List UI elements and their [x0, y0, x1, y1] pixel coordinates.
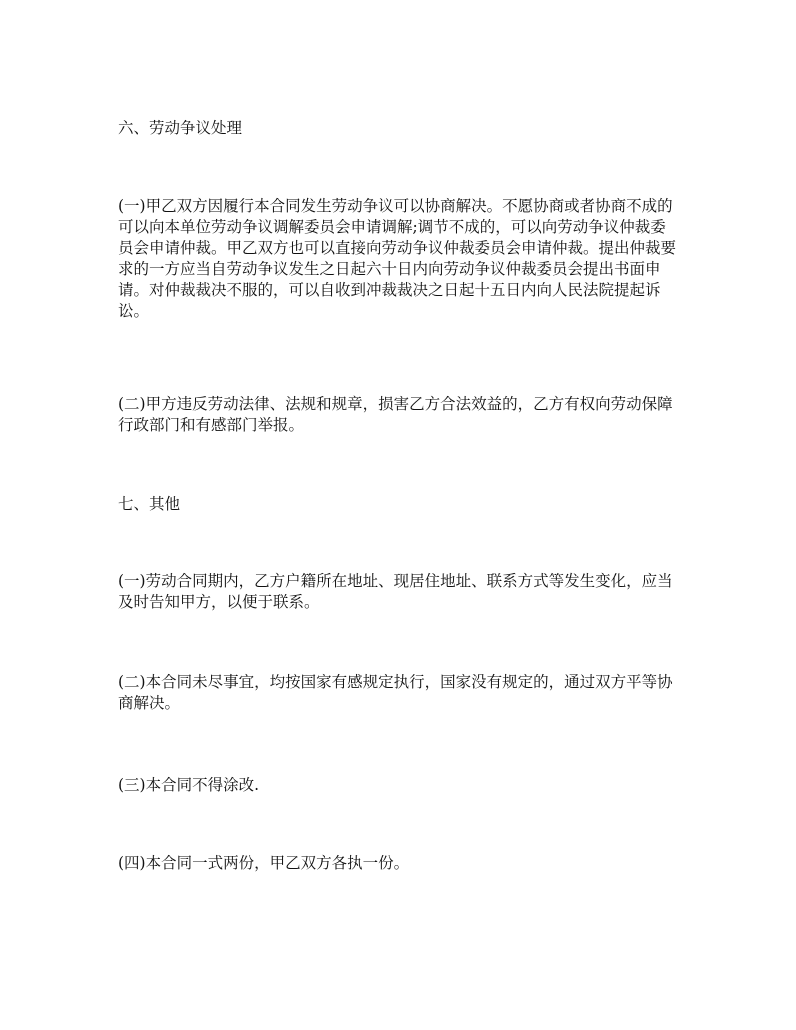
paragraph-line: 行政部门和有感部门举报。	[118, 416, 305, 434]
section-7-heading: 七、其他	[118, 495, 181, 513]
paragraph-line: (二)本合同未尽事宜，均按国家有感规定执行，国家没有规定的，通过双方平等协	[118, 673, 673, 691]
paragraph-line: 商解决。	[118, 694, 181, 712]
paragraph-line: 请。对仲裁裁决不服的，可以自收到冲裁裁决之日起十五日内向人民法院提起诉	[118, 281, 661, 299]
paragraph-line: 员会申请仲裁。甲乙双方也可以直接向劳动争议仲裁委员会申请仲裁。提出仲裁要	[118, 239, 677, 257]
paragraph-line: (一)劳动合同期内，乙方户籍所在地址、现居住地址、联系方式等发生变化，应当	[118, 572, 673, 590]
paragraph-line: 求的一方应当自劳动争议发生之日起六十日内向劳动争议仲裁委员会提出书面申	[118, 260, 661, 278]
paragraph-line: (一)甲乙双方因履行本合同发生劳动争议可以协商解决。不愿协商或者协商不成的	[118, 197, 673, 215]
paragraph-line: (二)甲方违反劳动法律、法规和规章，损害乙方合法效益的，乙方有权向劳动保障	[118, 395, 673, 413]
section-7-clause-4: (四)本合同一式两份，甲乙双方各执一份。	[118, 854, 410, 872]
paragraph-line: 可以向本单位劳动争议调解委员会申请调解;调节不成的，可以向劳动争议仲裁委	[118, 218, 666, 236]
paragraph-line: 及时告知甲方，以便于联系。	[118, 593, 320, 611]
paragraph-line: 讼。	[118, 302, 150, 320]
section-7-clause-3: (三)本合同不得涂改.	[118, 776, 260, 794]
section-6-heading: 六、劳动争议处理	[118, 119, 243, 137]
